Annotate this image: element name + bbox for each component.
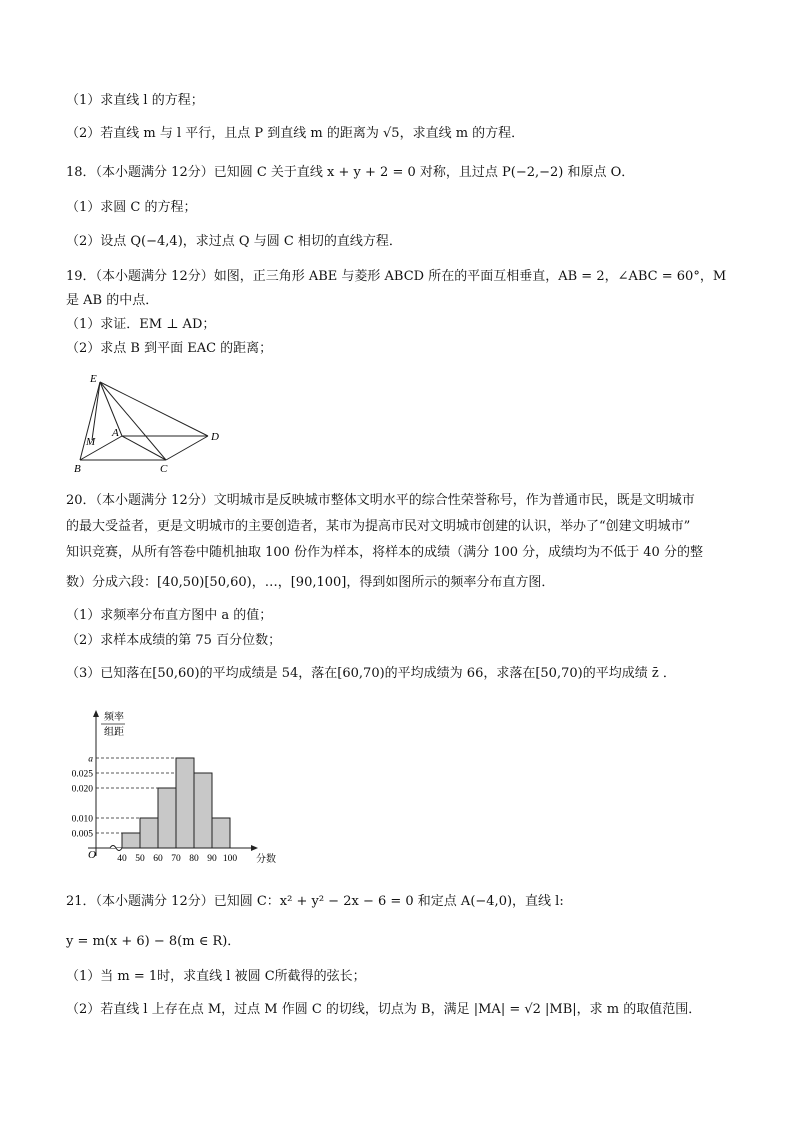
histogram-bar — [122, 833, 140, 848]
q18-stem: 18．（本小题满分 12分）已知圆 C 关于直线 x + y + 2 = 0 对称，且过点 P(−2,−2) 和原点 O． — [66, 165, 635, 180]
y-tick-label: 0.025 — [71, 769, 93, 780]
q20-stem-line1: 20．（本小题满分 12分）文明城市是反映城市整体文明水平的综合性荣誉称号，作为普通市民，既是文明城市 — [66, 493, 695, 508]
y-tick-label: 0.010 — [71, 814, 93, 825]
q21-part2: （2）若直线 l 上存在点 M，过点 M 作圆 C 的切线，切点为 B，满足 |MA| = √2 |MB|，求 m 的取值范围． — [66, 1002, 702, 1017]
y-tick-label: 0.005 — [71, 829, 93, 840]
y-tick-label: 0.020 — [71, 784, 93, 795]
q20-part1: （1）求频率分布直方图中 a 的值； — [66, 608, 273, 623]
x-tick-label: 100 — [222, 854, 238, 864]
ylabel-bottom: 组距 — [104, 727, 124, 738]
q19-stem-line1: 19．（本小题满分 12分）如图，正三角形 ABE 与菱形 ABCD 所在的平面互相垂直，AB = 2，∠ABC = 60°，M — [66, 269, 727, 284]
x-tick-label: 60 — [153, 854, 163, 864]
x-tick-label: 80 — [189, 854, 199, 864]
q20-part3: （3）已知落在[50,60)的平均成绩是 54，落在[60,70)的平均成绩为 66，求落在[50,70)的平均成绩 z̄ ． — [66, 666, 676, 681]
q21-stem-line1: 21．（本小题满分 12分）已知圆 C：x² + y² − 2x − 6 = 0 和定点 A(−4,0)，直线 l: — [66, 894, 564, 909]
q20-stem-line3: 知识竞赛，从所有答卷中随机抽取 100 份作为样本，将样本的成绩（满分 100 分，成绩均为不低于 40 分的整 — [66, 545, 703, 560]
q17-part1: （1）求直线 l 的方程； — [66, 93, 204, 108]
frequency-histogram — [71, 708, 280, 868]
q18-part1: （1）求圆 C 的方程； — [66, 200, 197, 215]
x-tick-label: 70 — [171, 854, 181, 864]
q21-part1: （1）当 m = 1时，求直线 l 被圆 C所截得的弦长； — [66, 969, 366, 984]
histogram-bar — [212, 818, 230, 848]
q17-part2: （2）若直线 m 与 l 平行，且点 P 到直线 m 的距离为 √5，求直线 m 的方程． — [66, 126, 525, 141]
label-D: D — [211, 431, 219, 443]
q21-stem-line2: y = m(x + 6) − 8(m ∈ R)． — [66, 934, 241, 949]
origin-label: O — [88, 849, 96, 861]
q20-stem-line4: 数）分成六段：[40,50)[50,60)，…，[90,100]，得到如图所示的频率分布直方图． — [66, 575, 555, 590]
q18-part2: （2）设点 Q(−4,4)，求过点 Q 与圆 C 相切的直线方程． — [66, 234, 402, 249]
label-A: A — [112, 427, 119, 439]
x-tick-label: 50 — [135, 854, 145, 864]
label-C: C — [160, 463, 168, 475]
label-E: E — [90, 373, 97, 385]
q19-pyramid-figure — [70, 368, 230, 474]
histogram-bar — [158, 788, 176, 848]
histogram-bar — [176, 758, 194, 848]
q19-part1: （1）求证．EM ⊥ AD； — [66, 317, 216, 332]
q19-stem-line2: 是 AB 的中点． — [66, 293, 159, 308]
histogram-bar — [140, 818, 158, 848]
q20-part2: （2）求样本成绩的第 75 百分位数； — [66, 633, 282, 648]
y-tick-label: a — [88, 754, 93, 765]
label-B: B — [74, 463, 81, 475]
histogram-bar — [194, 773, 212, 848]
xlabel: 分数 — [256, 854, 276, 865]
q20-stem-line2: 的最大受益者，更是文明城市的主要创造者，某市为提高市民对文明城市创建的认识，举办了“创建文明城市” — [66, 519, 691, 534]
label-M: M — [86, 436, 96, 448]
x-tick-label: 90 — [207, 854, 217, 864]
ylabel-top: 频率 — [104, 712, 124, 723]
q19-part2: （2）求点 B 到平面 EAC 的距离； — [66, 341, 273, 356]
x-tick-label: 40 — [117, 854, 127, 864]
